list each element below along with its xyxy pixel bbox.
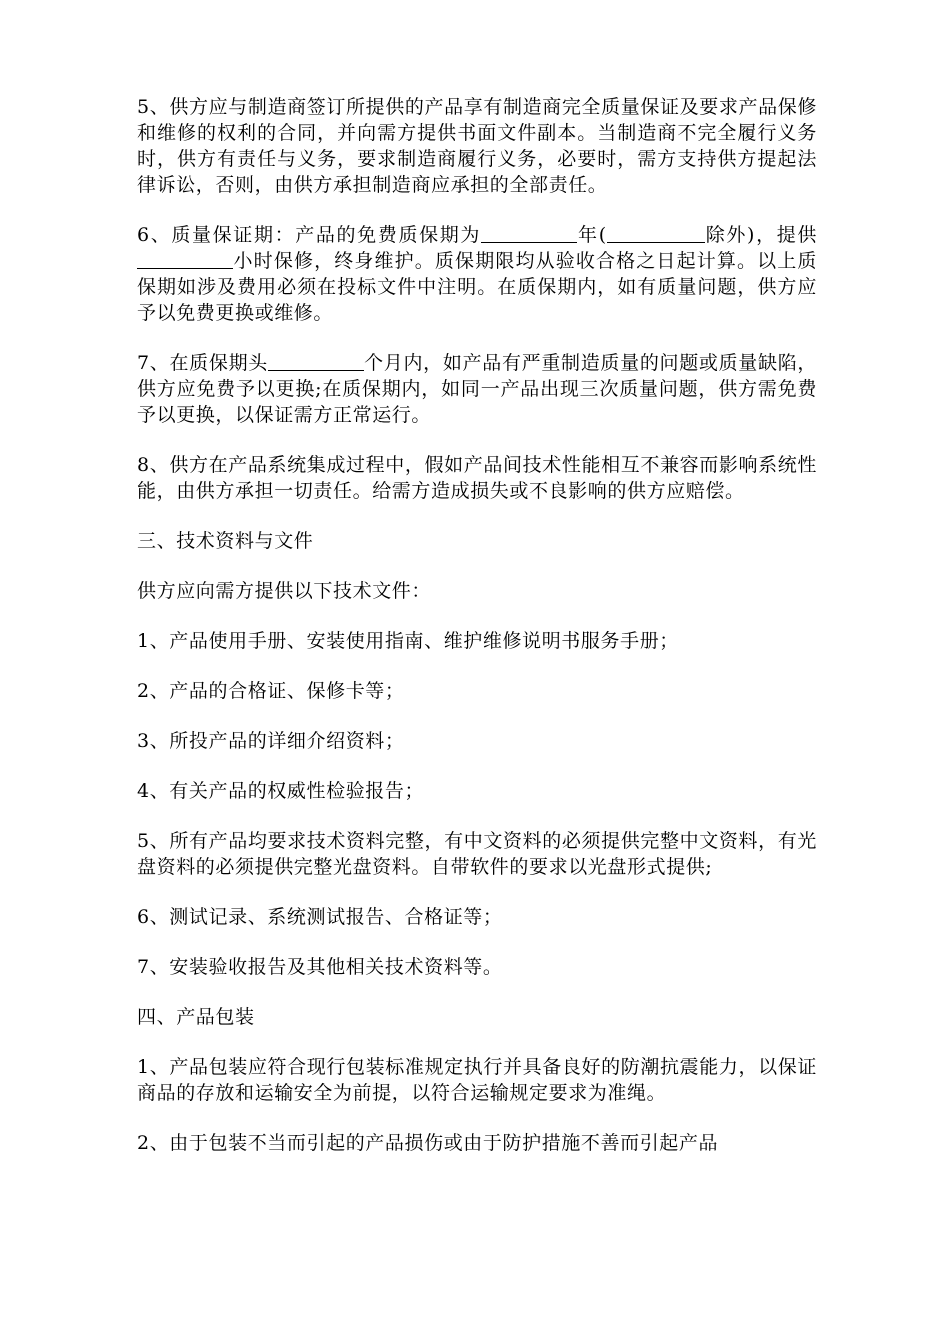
tech-doc-item-7: 7、安装验收报告及其他相关技术资料等。 [137, 956, 503, 978]
service-hours-blank[interactable] [137, 249, 233, 269]
section-3-intro: 供方应向需方提供以下技术文件： [137, 580, 432, 602]
tech-doc-item-3: 3、所投产品的详细介绍资料； [137, 730, 405, 752]
clause-8-integration: 8、供方在产品系统集成过程中，假如产品间技术性能相互不兼容而影响系统性能，由供方承担一切责任。给需方造成损失或不良影响的供方应赔偿。 [137, 454, 817, 502]
document-page [137, 94, 817, 1180]
tech-doc-item-6: 6、测试记录、系统测试报告、合格证等； [137, 906, 503, 928]
tech-doc-item-1: 1、产品使用手册、安装使用指南、维护维修说明书服务手册； [137, 630, 679, 652]
initial-months-blank[interactable] [268, 351, 364, 371]
clause-7-text-a: 7、在质保期头 [137, 352, 268, 374]
packaging-item-2: 2、由于包装不当而引起的产品损伤或由于防护措施不善而引起产品 [137, 1132, 719, 1154]
packaging-item-1: 1、产品包装应符合现行包装标准规定执行并具备良好的防潮抗震能力，以保证商品的存放和运输安全为前提，以符合运输规定要求为准绳。 [137, 1056, 817, 1104]
tech-doc-item-5: 5、所有产品均要求技术资料完整，有中文资料的必须提供完整中文资料，有光盘资料的必须提供完整光盘资料。自带软件的要求以光盘形式提供; [137, 830, 817, 878]
clause-6-warranty-period [137, 222, 817, 326]
clause-7-replacement [137, 350, 817, 428]
clause-6-text-b: 年( [577, 224, 607, 246]
clause-7-text-b: 个月内，如产品有严重制造质量的问题或质量缺陷，供方应免费予以更换;在质保期内，如同一产品出现三次质量问题，供方需免费予以更换，以保证需方正常运行。 [137, 352, 817, 426]
section-3-heading: 三、技术资料与文件 [137, 530, 314, 552]
clause-6-text-c: 除外)，提供 [704, 224, 817, 246]
clause-6-text-a: 6、质量保证期：产品的免费质保期为 [137, 224, 482, 246]
warranty-exception-blank[interactable] [607, 223, 705, 243]
section-4-heading: 四、产品包装 [137, 1006, 255, 1028]
tech-doc-item-2: 2、产品的合格证、保修卡等； [137, 680, 405, 702]
tech-doc-item-4: 4、有关产品的权威性检验报告； [137, 780, 425, 802]
clause-5-manufacturer-warranty: 5、供方应与制造商签订所提供的产品享有制造商完全质量保证及要求产品保修和维修的权利的合同，并向需方提供书面文件副本。当制造商不完全履行义务时，供方有责任与义务，要求制造商履行义务，必要时，需方支持供方提起法律诉讼，否则，由供方承担制造商应承担的全部责任。 [137, 96, 817, 196]
clause-6-text-d: 小时保修，终身维护。质保期限均从验收合格之日起计算。以上质保期如涉及费用必须在投标文件中注明。在质保期内，如有质量问题，供方应予以免费更换或维修。 [137, 250, 817, 324]
warranty-years-blank[interactable] [481, 223, 577, 243]
